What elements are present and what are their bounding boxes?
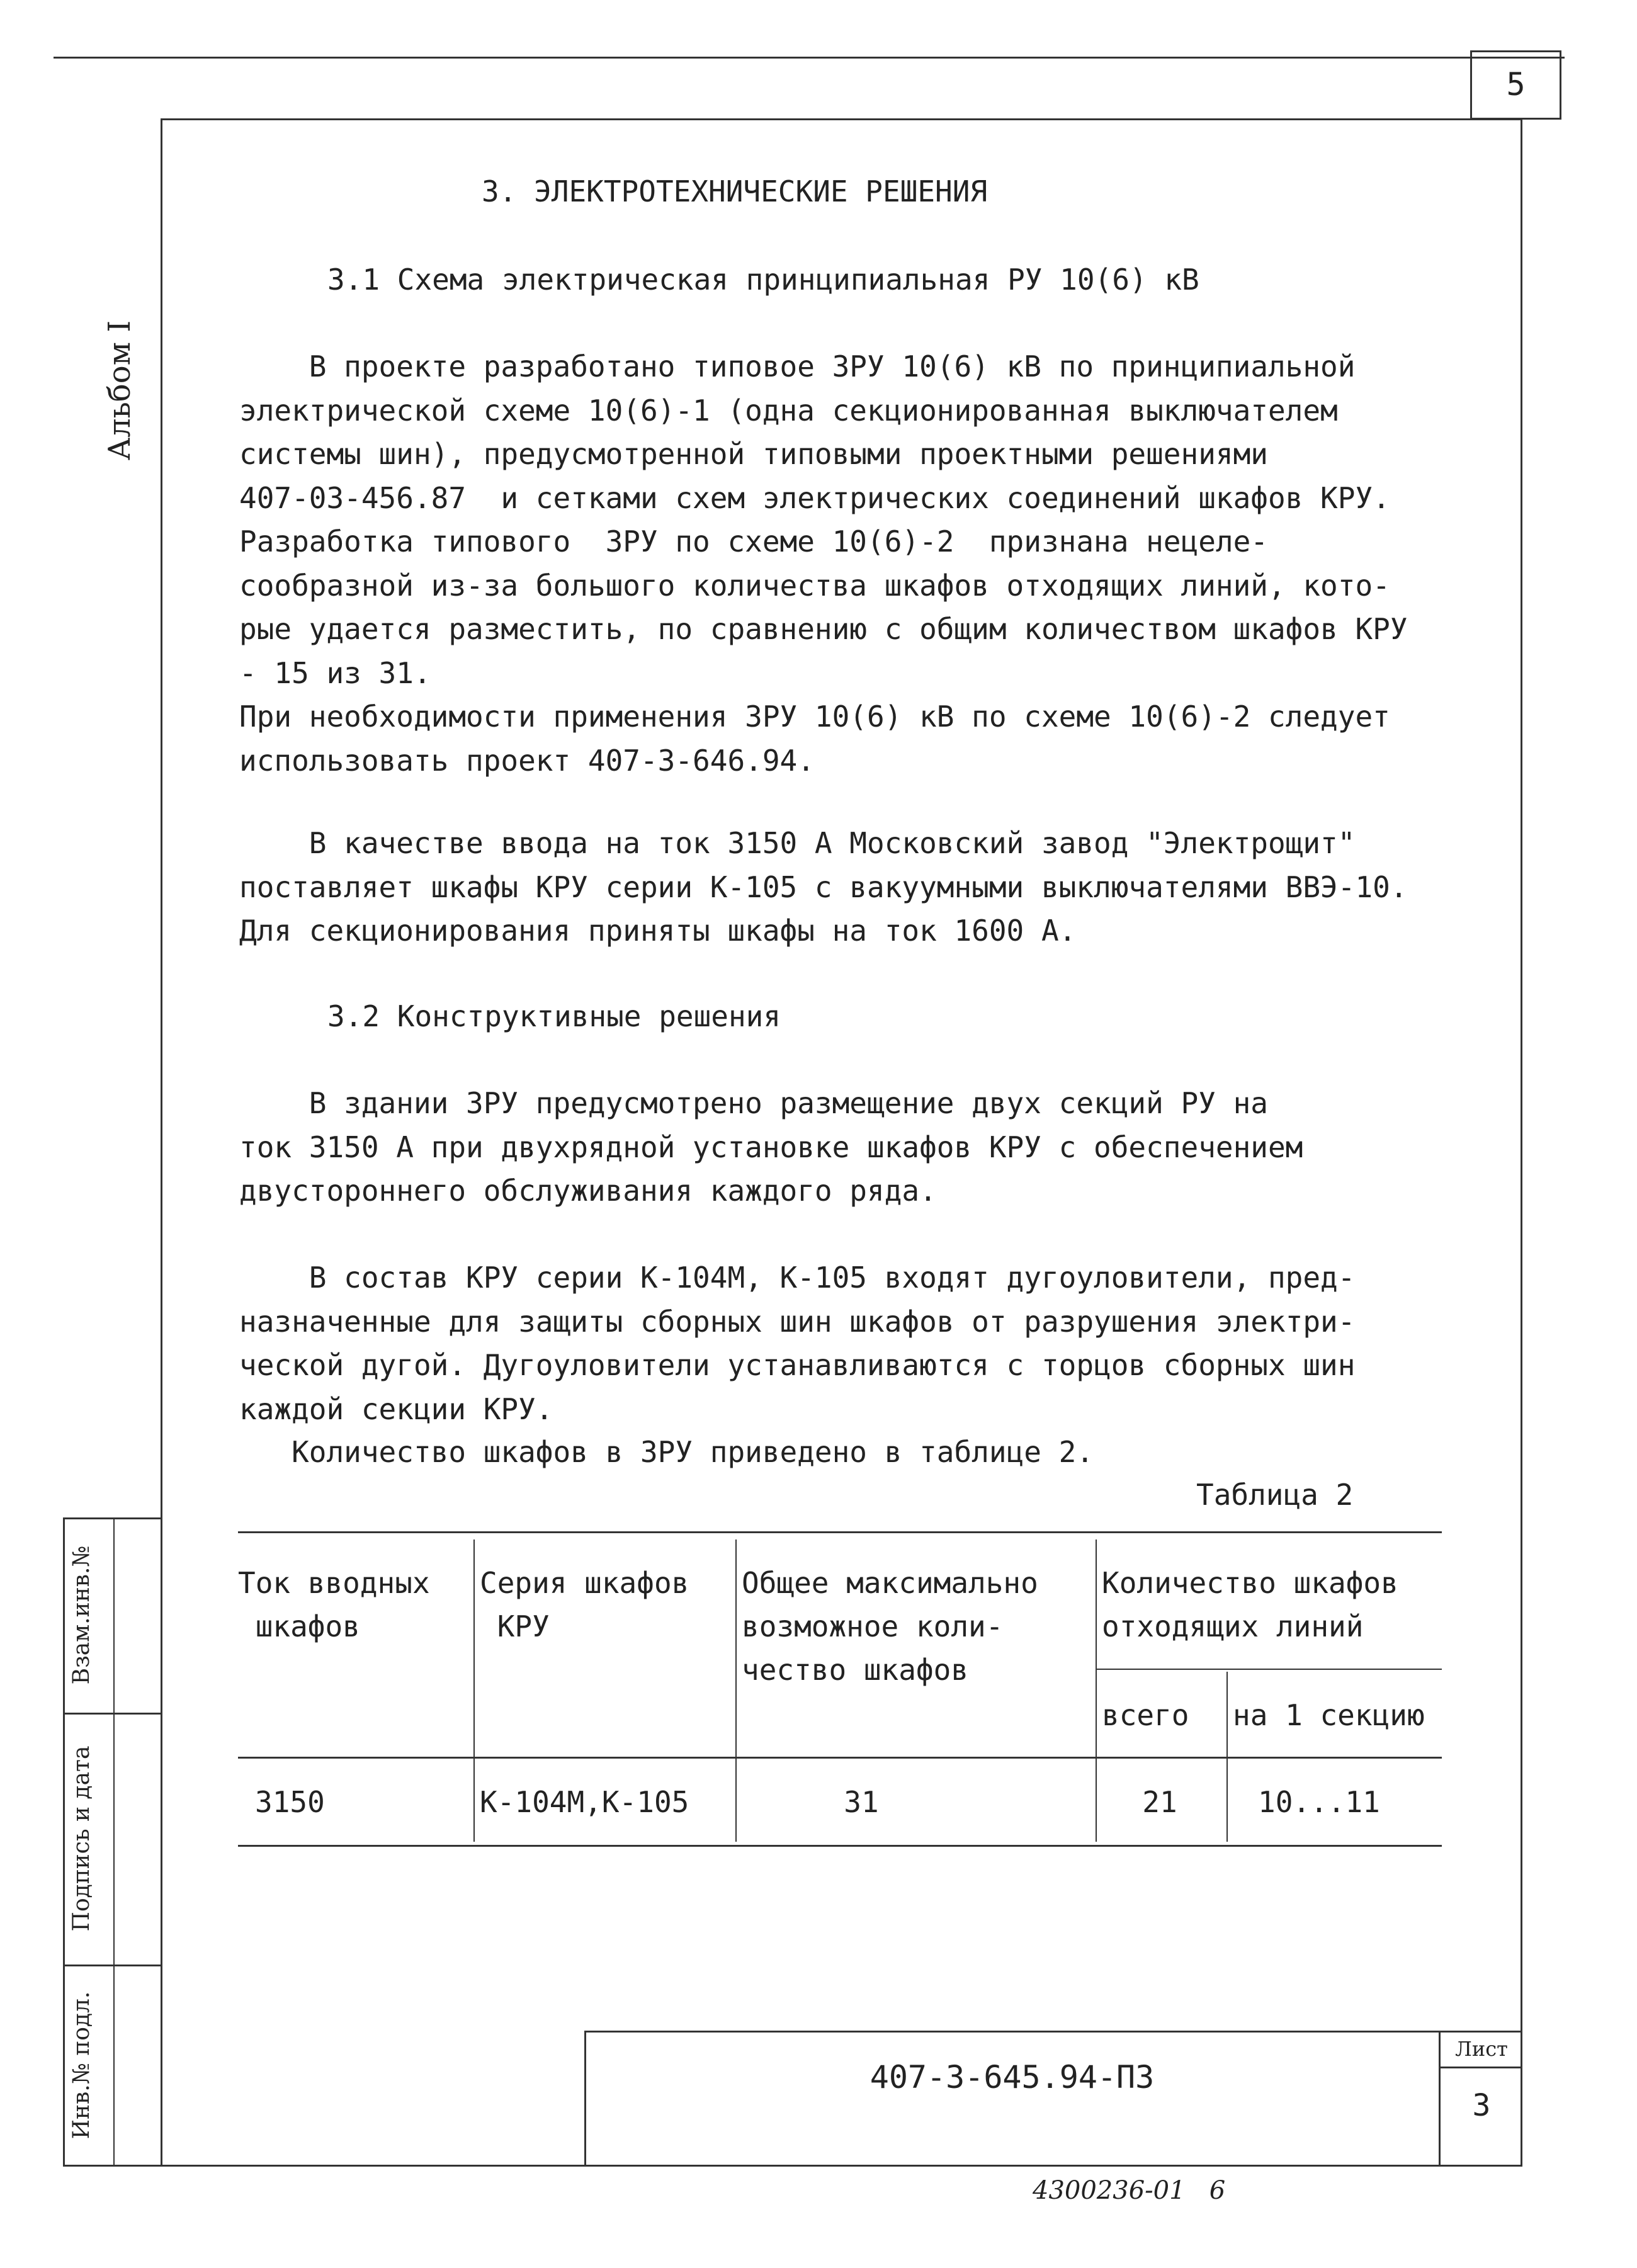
vzam-label: Взам.инв.№ xyxy=(69,1545,94,1685)
section-3-1-paragraph-1: В проекте разработано типовое ЗРУ 10(6) кВ по принципиальной электрической схеме 10(6)-1 (одна секционированная выключателем системы шин), предусмотренной типовыми проектными решениями 407-03-456.87 и сетками схем электрических соединений шкафов КРУ. Разработка типового ЗРУ по схеме 10(6)-2 признана нецеле- сообразной из-за большого количества шкафов отходящих линий, кото- рые удается разместить, по сравнению с общим количеством шкафов КРУ - 15 из 31. При необходимости применения ЗРУ 10(6) кВ по схеме 10(6)-2 следует использовать проект 407-3-646.94. xyxy=(239,349,1408,778)
table-header-series: Серия шкафов КРУ xyxy=(480,1566,689,1643)
table-header-current: Ток вводных шкафов xyxy=(238,1566,430,1643)
handwritten-archive-number: 4300236-01 6 xyxy=(1033,2176,1226,2205)
section-3-2-paragraph-2: В состав КРУ серии К-104М, К-105 входят дугоуловители, пред- назначенные для защиты сборных шин шкафов от разрушения электри- ческой дугой. Дугоуловители устанавливаются с торцов сборных шин каждой секции КРУ. xyxy=(239,1261,1356,1426)
table-sub-rule xyxy=(1096,1669,1442,1670)
table-cell-per-section: 10...11 xyxy=(1258,1785,1380,1819)
doc-code: 407-3-645.94-ПЗ xyxy=(869,2059,1155,2095)
table-cell-current: 3150 xyxy=(255,1785,325,1819)
table-bottom-rule xyxy=(238,1845,1442,1847)
table-caption: Таблица 2 xyxy=(1196,1478,1354,1512)
section-heading: 3. ЭЛЕКТРОТЕХНИЧЕСКИЕ РЕШЕНИЯ xyxy=(482,174,988,208)
table-col-sep-1 xyxy=(473,1539,475,1842)
table-header-total: всего xyxy=(1102,1698,1189,1732)
table-cell-max-count: 31 xyxy=(844,1785,879,1819)
section-3-2-paragraph-1: В здании ЗРУ предусмотрено размещение двух секций РУ на ток 3150 А при двухрядной установке шкафов КРУ с обеспечением двустороннего обслуживания каждого ряда. xyxy=(239,1086,1303,1208)
podpis-label: Подпись и дата xyxy=(69,1745,94,1932)
table-col-sep-4 xyxy=(1226,1672,1228,1842)
sheet-number: 3 xyxy=(1472,2088,1491,2123)
inv-label: Инв.№ подл. xyxy=(69,1991,94,2140)
table-top-rule xyxy=(238,1531,1442,1533)
side-strip-div2 xyxy=(63,1965,162,1966)
table-header-per-section: на 1 секцию xyxy=(1233,1698,1425,1732)
side-strip-div1 xyxy=(63,1713,162,1715)
table-header-outgoing: Количество шкафов отходящих линий xyxy=(1102,1566,1398,1643)
section-3-2-paragraph-3: Количество шкафов в ЗРУ приведено в таблице 2. xyxy=(239,1435,1094,1469)
side-strip-left xyxy=(63,1517,65,2166)
top-rule xyxy=(54,57,1565,59)
page-number: 5 xyxy=(1506,66,1526,103)
sheet-label: Лист xyxy=(1455,2037,1508,2061)
section-3-1-title: 3.1 Схема электрическая принципиальная РУ 10(6) кВ xyxy=(327,263,1199,297)
frame-top xyxy=(161,118,1522,120)
side-strip-top xyxy=(63,1517,162,1519)
section-3-2-title: 3.2 Конструктивные решения xyxy=(327,999,781,1033)
table-cell-total: 21 xyxy=(1142,1785,1177,1819)
table-header-rule xyxy=(238,1757,1442,1759)
section-3-1-paragraph-2: В качестве ввода на ток 3150 А Московский завод "Электрощит" поставляет шкафы КРУ серии К-105 с вакуумными выключателями ВВЭ-10. Для секционирования приняты шкафы на ток 1600 А. xyxy=(239,826,1408,948)
frame-right xyxy=(1521,120,1522,2166)
table-header-max-count: Общее максимально возможное коли- чество шкафов xyxy=(742,1566,1038,1687)
table-cell-series: К-104М,К-105 xyxy=(480,1785,689,1819)
side-strip-mid xyxy=(113,1517,115,2166)
frame-left xyxy=(161,120,162,2166)
album-label: Альбом I xyxy=(102,320,137,461)
